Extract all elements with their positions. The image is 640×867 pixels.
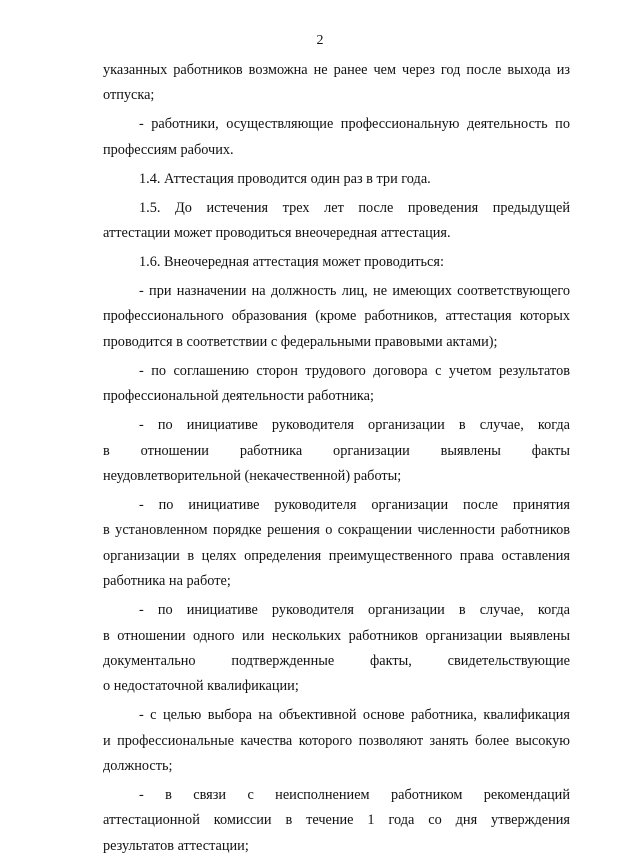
paragraph — [103, 58, 570, 109]
text-line: - по инициативе руководителя организации в случае, когда — [139, 602, 570, 619]
text-line: - при назначении на должность лиц, не имеющих соответствующего — [139, 283, 570, 300]
text-line: - по соглашению сторон трудового договора с учетом результатов — [139, 362, 570, 379]
text-line: в установленном порядке решения о сокращении численности работников — [103, 522, 570, 539]
text-line: 1.4. Аттестация проводится один раз в три года. — [139, 170, 431, 187]
text-line: работника на работе; — [103, 573, 231, 590]
paragraph — [103, 359, 570, 410]
text-line: указанных работников возможна не ранее чем через год после выхода из — [103, 62, 570, 78]
text-line: - по инициативе руководителя организации после принятия — [139, 497, 570, 513]
paragraph — [103, 783, 570, 859]
document-body — [103, 58, 570, 863]
text-line: в отношении одного или нескольких работников организации выявлены — [103, 627, 570, 644]
text-line: о недостаточной квалификации; — [103, 678, 299, 695]
text-line: профессиональной деятельности работника; — [103, 388, 374, 405]
text-line: должность; — [103, 758, 173, 775]
text-line: аттестации может проводиться внеочередная аттестация. — [103, 225, 451, 242]
page-number: 2 — [316, 33, 324, 48]
text-line: неудовлетворительной (некачественной) работы; — [103, 468, 402, 485]
paragraph — [103, 167, 570, 192]
paragraph — [103, 112, 570, 163]
text-line: профессиям рабочих. — [103, 141, 234, 158]
paragraph — [103, 250, 570, 275]
paragraph — [103, 413, 570, 489]
text-line: - с целью выбора на объективной основе работника, квалификация — [139, 707, 570, 724]
text-line: - в связи с неисполнением работником рекомендаций — [139, 787, 570, 804]
paragraph — [103, 279, 570, 355]
text-line: 1.5. До истечения трех лет после проведения предыдущей — [139, 199, 570, 216]
paragraph — [103, 493, 570, 595]
text-line: 1.6. Внеочередная аттестация может проводиться: — [139, 254, 444, 271]
text-line: в отношении работника организации выявлены факты — [103, 442, 570, 459]
text-line: и профессиональные качества которого позволяют занять более высокую — [103, 732, 570, 749]
text-line: аттестационной комиссии в течение 1 года со дня утверждения — [103, 812, 570, 829]
text-line: результатов аттестации; — [103, 837, 249, 854]
text-line: отпуска; — [103, 87, 155, 104]
text-line: - по инициативе руководителя организации в случае, когда — [139, 417, 570, 434]
text-line: профессионального образования (кроме работников, аттестация которых — [103, 308, 570, 325]
text-line: организации в целях определения преимущественного права оставления — [103, 547, 570, 564]
text-line: документально подтвержденные факты, свидетельствующие — [103, 652, 570, 669]
text-line: проводится в соответствии с федеральными правовыми актами); — [103, 333, 498, 350]
paragraph — [103, 196, 570, 247]
text-line: - работники, осуществляющие профессиональную деятельность по — [139, 116, 570, 133]
paragraph — [103, 598, 570, 700]
paragraph — [103, 703, 570, 779]
